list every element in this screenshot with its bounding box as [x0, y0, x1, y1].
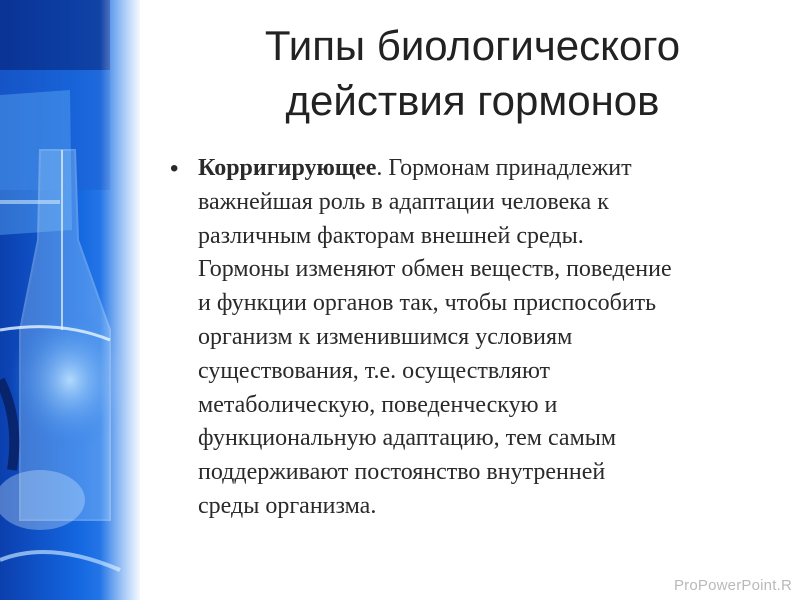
- title-line-1: Типы биологического: [264, 22, 681, 69]
- bullet-icon: •: [170, 155, 179, 182]
- text-line-5: и функции органов так, чтобы приспособить: [198, 290, 657, 317]
- text-line-9: функциональную адаптацию, тем самым: [198, 425, 617, 452]
- text-line-11: среды организма.: [198, 492, 377, 519]
- text-line-3: различным факторам внешней среды.: [198, 222, 584, 249]
- lab-glassware-image: [0, 0, 140, 600]
- title-line-2: действия гормонов: [285, 77, 660, 124]
- text-line-10: поддерживают постоянство внутренней: [198, 459, 606, 486]
- slide-title: [150, 18, 795, 128]
- watermark: ProPowerPoint.R: [673, 577, 792, 594]
- text-line-1: [198, 152, 770, 186]
- text-line-6: организм к изменившимся условиям: [198, 323, 573, 350]
- text-line-8: метаболическую, поведенческую и: [198, 391, 558, 418]
- text-line-2: важнейшая роль в адаптации человека к: [198, 188, 609, 215]
- bullet-paragraph: [170, 152, 770, 524]
- text-line-7: существования, т.е. осуществляют: [198, 357, 551, 384]
- text-line-4: Гормоны изменяют обмен веществ, поведение: [198, 256, 672, 283]
- lead-term: Корригирующее: [198, 155, 377, 181]
- text-line-1-rest: . Гормонам принадлежит: [376, 155, 632, 181]
